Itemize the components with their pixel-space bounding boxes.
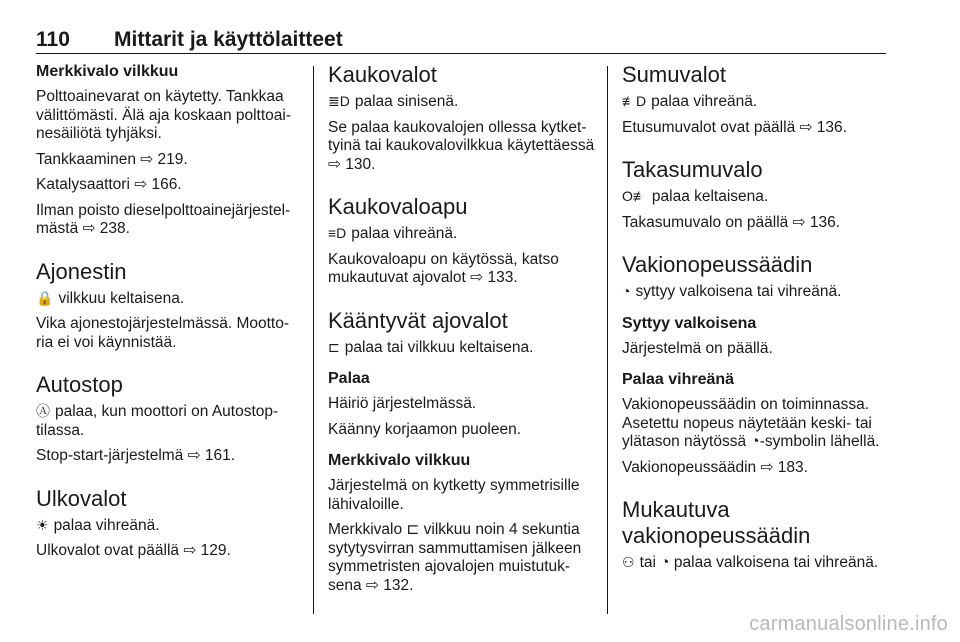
immobiliser-title: Ajonestin (36, 258, 127, 284)
rear-fog-icon: O≢ (622, 188, 647, 204)
active-text: Vakionopeussäädin on toiminnassa. Asetettu nopeus näytetään keski- tai ylätason näytössä ◔-symbolin lähellä. (622, 396, 880, 450)
immobiliser-status: 🔒 vilkkuu keltaisena. (36, 289, 185, 307)
symmetric-text: Järjestelmä on kytketty symmetrisille lähivaloille. (328, 477, 580, 513)
high-beam-title: Kaukovalot (328, 62, 437, 87)
fog-lights-status: ≢D palaa vihreänä. (622, 93, 758, 110)
exterior-lights-link: Ulkovalot ovat päällä ⇨ 129. (36, 542, 231, 559)
high-beam-assist-icon: ≡D (328, 225, 347, 241)
high-beam-text: Se palaa kaukovalojen ollessa kytkettyinä tai kaukovalovilkkua käytettäessä ⇨ 130. (328, 118, 595, 173)
cruise-control-icon: ◔ (622, 283, 631, 299)
high-beam-assist-status: ≡D palaa vihreänä. (328, 225, 458, 242)
page-number: 110 (36, 28, 70, 51)
rear-fog-link: Takasumuvalo on päällä ⇨ 136. (622, 213, 841, 231)
cruise-control-link: Vakionopeussäädin ⇨ 183. (622, 458, 808, 476)
rear-fog-title: Takasumuvalo (622, 157, 763, 182)
exterior-lights-status: ☀ palaa vihreänä. (36, 516, 160, 534)
fog-lights-link: Etusumuvalot ovat päällä ⇨ 136. (622, 118, 847, 136)
flashing-heading: Merkkivalo vilkkuu (328, 452, 471, 469)
system-on-text: Järjestelmä on päällä. (622, 339, 773, 357)
high-beam-status: ≣D palaa sinisenä. (328, 93, 459, 110)
palaa-heading: Palaa (328, 370, 370, 387)
autostop-title: Autostop (36, 372, 123, 397)
immobiliser-text: Vika ajonestojärjestelmässä. Moottoria ei voi käynnistää. (36, 315, 290, 351)
adaptive-lights-icon: ⊏ (328, 338, 340, 355)
adaptive-cruise-icon: ⚇ (622, 554, 635, 570)
high-beam-assist-title: Kaukovaloapu (328, 194, 468, 219)
column-1 (36, 62, 298, 568)
white-heading: Syttyy valkoisena (622, 314, 757, 332)
immobiliser-icon: 🔒 (36, 289, 54, 306)
adaptive-lights-status: ⊏ palaa tai vilkkuu keltaisena. (328, 338, 534, 356)
high-beam-assist-text: Kaukovaloapu on käytössä, katso mukautuvat ajovalot ⇨ 133. (328, 250, 559, 286)
adaptive-cruise-title: Mukautuva vakionopeussäädin (622, 497, 811, 548)
stop-start-link: Stop-start-järjestelmä ⇨ 161. (36, 447, 236, 464)
green-heading: Palaa vihreänä (622, 371, 735, 388)
reminder-text: Merkkivalo ⊏ vilkkuu noin 4 sekuntia sytytysvirran sammuttamisen jälkeen symmetristen ajovalojen muistutuksena ⇨ 132. (328, 521, 582, 594)
diesel-bleeding-link: Ilman poisto dieselpolttoainejärjestelmästä ⇨ 238. (36, 201, 291, 237)
rear-fog-status: O≢ palaa keltaisena. (622, 188, 769, 205)
exterior-lights-icon: ☀ (36, 516, 49, 533)
column-divider (313, 66, 314, 614)
autostop-icon: Ⓐ (36, 403, 50, 419)
high-beam-icon: ≣D (328, 93, 350, 109)
column-divider (607, 66, 608, 614)
fog-light-icon: ≢D (622, 93, 647, 109)
workshop-text: Käänny korjaamon puoleen. (328, 420, 522, 438)
watermark: carmanualsonline.info (749, 613, 948, 635)
fog-lights-title: Sumuvalot (622, 62, 726, 87)
exterior-lights-title: Ulkovalot (36, 485, 127, 511)
refuelling-link: Tankkaaminen ⇨ 219. (36, 150, 188, 168)
fuel-warning-heading: Merkkivalo vilkkuu (36, 63, 179, 80)
adaptive-lights-title: Kääntyvät ajovalot (328, 307, 508, 333)
page-header (36, 24, 886, 54)
column-3 (622, 62, 888, 580)
catalytic-converter-link: Katalysaattori ⇨ 166. (36, 176, 182, 193)
fault-text: Häiriö järjestelmässä. (328, 395, 477, 412)
cruise-control-status: ◔ syttyy valkoisena tai vihreänä. (622, 283, 842, 300)
fuel-text: Polttoainevarat on käytetty. Tankkaa välittömästi. Älä aja koskaan polttoainesäiliötä tyhjäksi. (36, 88, 292, 142)
autostop-status: Ⓐ palaa, kun moottori on Autostop-tilassa. (36, 403, 279, 439)
adaptive-cruise-status: ⚇ tai ◔ palaa valkoisena tai vihreänä. (622, 554, 879, 571)
column-2 (328, 62, 596, 602)
page-title: Mittarit ja käyttölaitteet (114, 28, 343, 51)
cruise-control-title: Vakionopeussäädin (622, 252, 813, 277)
